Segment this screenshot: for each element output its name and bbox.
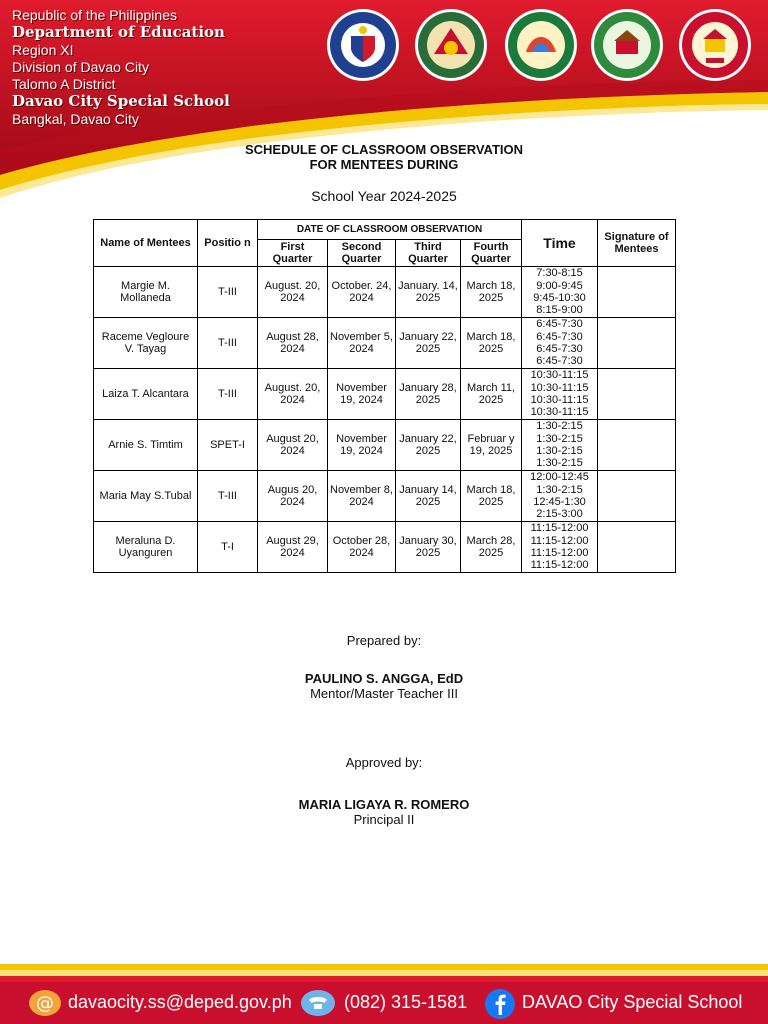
header-date-group: DATE OF CLASSROOM OBSERVATION — [258, 220, 522, 240]
cell-position: T-III — [198, 369, 258, 420]
time-slot: 11:15-12:00 — [530, 559, 589, 572]
cell-name: Raceme Vegloure V. Tayag — [94, 318, 198, 369]
table-row — [94, 267, 676, 318]
cell-q2: October. 24, 2024 — [328, 267, 396, 318]
seal-row — [326, 8, 766, 84]
approver-name: MARIA LIGAYA R. ROMERO — [298, 797, 470, 812]
cell-position: T-III — [198, 267, 258, 318]
time-slot: 6:45-7:30 — [536, 355, 583, 368]
cell-q1: August. 20, 2024 — [258, 369, 328, 420]
header-signature: Signature of Mentees — [598, 220, 676, 267]
cell-signature — [598, 522, 676, 573]
cell-q4: March 11, 2025 — [461, 369, 522, 420]
header-third-quarter: Third Quarter — [396, 240, 461, 267]
time-slot: 1:30-2:15 — [536, 483, 583, 496]
time-slot: 1:30-2:15 — [536, 445, 583, 457]
approved-by-label: Approved by: — [345, 755, 423, 770]
time-slot: 11:15-12:00 — [530, 547, 589, 559]
deped-seal-icon — [326, 8, 400, 82]
prepared-by-label: Prepared by: — [346, 633, 422, 648]
time-slot: 11:15-12:00 — [530, 534, 589, 547]
footer-phone: (082) 315-1581 — [344, 992, 468, 1012]
cell-name: Arnie S. Timtim — [94, 420, 198, 471]
observation-schedule-table — [93, 219, 676, 573]
cell-q4: March 18, 2025 — [461, 318, 522, 369]
cell-signature — [598, 369, 676, 420]
time-slot: 9:45-10:30 — [533, 292, 586, 304]
cell-q1: August 28, 2024 — [258, 318, 328, 369]
header-second-quarter: Second Quarter — [328, 240, 396, 267]
cell-q4: March 18, 2025 — [461, 267, 522, 318]
approver-title: Principal II — [353, 812, 415, 827]
district-seal-icon — [590, 8, 664, 82]
table-row — [94, 318, 676, 369]
header-time: Time — [522, 220, 598, 267]
cell-name: Meraluna D. Uyanguren — [94, 522, 198, 573]
cell-name: Laiza T. Alcantara — [94, 369, 198, 420]
cell-q3: January 28, 2025 — [396, 369, 461, 420]
time-slot: 1:30-2:15 — [536, 432, 583, 445]
cell-q1: August. 20, 2024 — [258, 267, 328, 318]
cell-q3: January 22, 2025 — [396, 420, 461, 471]
header-position: Positio n — [198, 220, 258, 267]
time-slot: 10:30-11:15 — [530, 369, 589, 382]
letterhead-footer — [0, 964, 768, 1024]
time-slot: 11:15-12:00 — [530, 522, 589, 535]
preparer-name: PAULINO S. ANGGA, EdD — [304, 671, 464, 686]
cell-time — [522, 267, 598, 318]
header-name: Name of Mentees — [94, 220, 198, 267]
table-row — [94, 369, 676, 420]
cell-q1: August 29, 2024 — [258, 522, 328, 573]
cell-name: Maria May S.Tubal — [94, 471, 198, 522]
cell-q4: March 28, 2025 — [461, 522, 522, 573]
preparer-title: Mentor/Master Teacher III — [310, 686, 458, 701]
time-slot: 6:45-7:30 — [536, 318, 583, 331]
cell-time — [522, 369, 598, 420]
cell-position: T-III — [198, 318, 258, 369]
header-first-quarter: First Quarter — [258, 240, 328, 267]
division-line: Division of Davao City — [12, 59, 149, 75]
cell-q3: January 22, 2025 — [396, 318, 461, 369]
cell-signature — [598, 267, 676, 318]
time-slot: 6:45-7:30 — [536, 343, 583, 355]
school-line: Davao City Special School — [12, 92, 230, 110]
time-slot: 2:15-3:00 — [536, 508, 583, 521]
cell-q2: November 19, 2024 — [328, 369, 396, 420]
cell-time — [522, 318, 598, 369]
facebook-icon — [484, 988, 516, 1020]
time-slot: 12:45-1:30 — [533, 496, 586, 508]
cell-time — [522, 420, 598, 471]
address-line: Bangkal, Davao City — [12, 111, 139, 127]
cell-q2: November 5, 2024 — [328, 318, 396, 369]
department-line: Department of Education — [12, 23, 225, 41]
email-icon — [28, 988, 62, 1018]
cell-q2: October 28, 2024 — [328, 522, 396, 573]
cell-q2: November 8, 2024 — [328, 471, 396, 522]
time-slot: 10:30-11:15 — [530, 406, 589, 419]
cell-name: Margie M. Mollaneda — [94, 267, 198, 318]
cell-time — [522, 522, 598, 573]
cell-q4: Februar y 19, 2025 — [461, 420, 522, 471]
time-slot: 1:30-2:15 — [536, 420, 583, 433]
davao-city-division-seal-icon — [504, 8, 578, 82]
time-slot: 9:00-9:45 — [536, 279, 583, 292]
cell-q3: January 14, 2025 — [396, 471, 461, 522]
table-row — [94, 420, 676, 471]
cell-position: T-III — [198, 471, 258, 522]
dcss-school-seal-icon — [678, 8, 752, 82]
table-row — [94, 522, 676, 573]
time-slot: 8:15-9:00 — [536, 304, 583, 317]
footer-facebook: DAVAO City Special School — [522, 992, 743, 1012]
time-slot: 10:30-11:15 — [530, 381, 589, 394]
cell-q3: January 30, 2025 — [396, 522, 461, 573]
cell-signature — [598, 318, 676, 369]
cell-signature — [598, 420, 676, 471]
cell-position: SPET-I — [198, 420, 258, 471]
cell-q2: November 19, 2024 — [328, 420, 396, 471]
district-line: Talomo A District — [12, 76, 116, 92]
school-year: School Year 2024-2025 — [311, 188, 457, 204]
time-slot: 6:45-7:30 — [536, 330, 583, 343]
cell-position: T-I — [198, 522, 258, 573]
time-slot: 12:00-12:45 — [530, 471, 589, 484]
region-line: Region XI — [12, 42, 74, 58]
phone-icon — [300, 988, 336, 1018]
table-row — [94, 471, 676, 522]
republic-line: Republic of the Philippines — [12, 7, 177, 23]
time-slot: 10:30-11:15 — [530, 394, 589, 406]
cell-time — [522, 471, 598, 522]
time-slot: 7:30-8:15 — [536, 267, 583, 280]
document-title-line2: FOR MENTEES DURING — [309, 157, 459, 172]
cell-q3: January. 14, 2025 — [396, 267, 461, 318]
footer-email: davaocity.ss@deped.gov.ph — [68, 992, 292, 1012]
header-fourth-quarter: Fourth Quarter — [461, 240, 522, 267]
svg-text:@: @ — [36, 993, 54, 1014]
table-header-row — [94, 220, 676, 240]
cell-q1: Augus 20, 2024 — [258, 471, 328, 522]
deped-division-seal-icon — [414, 8, 488, 82]
cell-q4: March 18, 2025 — [461, 471, 522, 522]
cell-q1: August 20, 2024 — [258, 420, 328, 471]
time-slot: 1:30-2:15 — [536, 457, 583, 470]
cell-signature — [598, 471, 676, 522]
document-title-line1: SCHEDULE OF CLASSROOM OBSERVATION — [244, 142, 524, 157]
letterhead-text — [12, 8, 230, 129]
